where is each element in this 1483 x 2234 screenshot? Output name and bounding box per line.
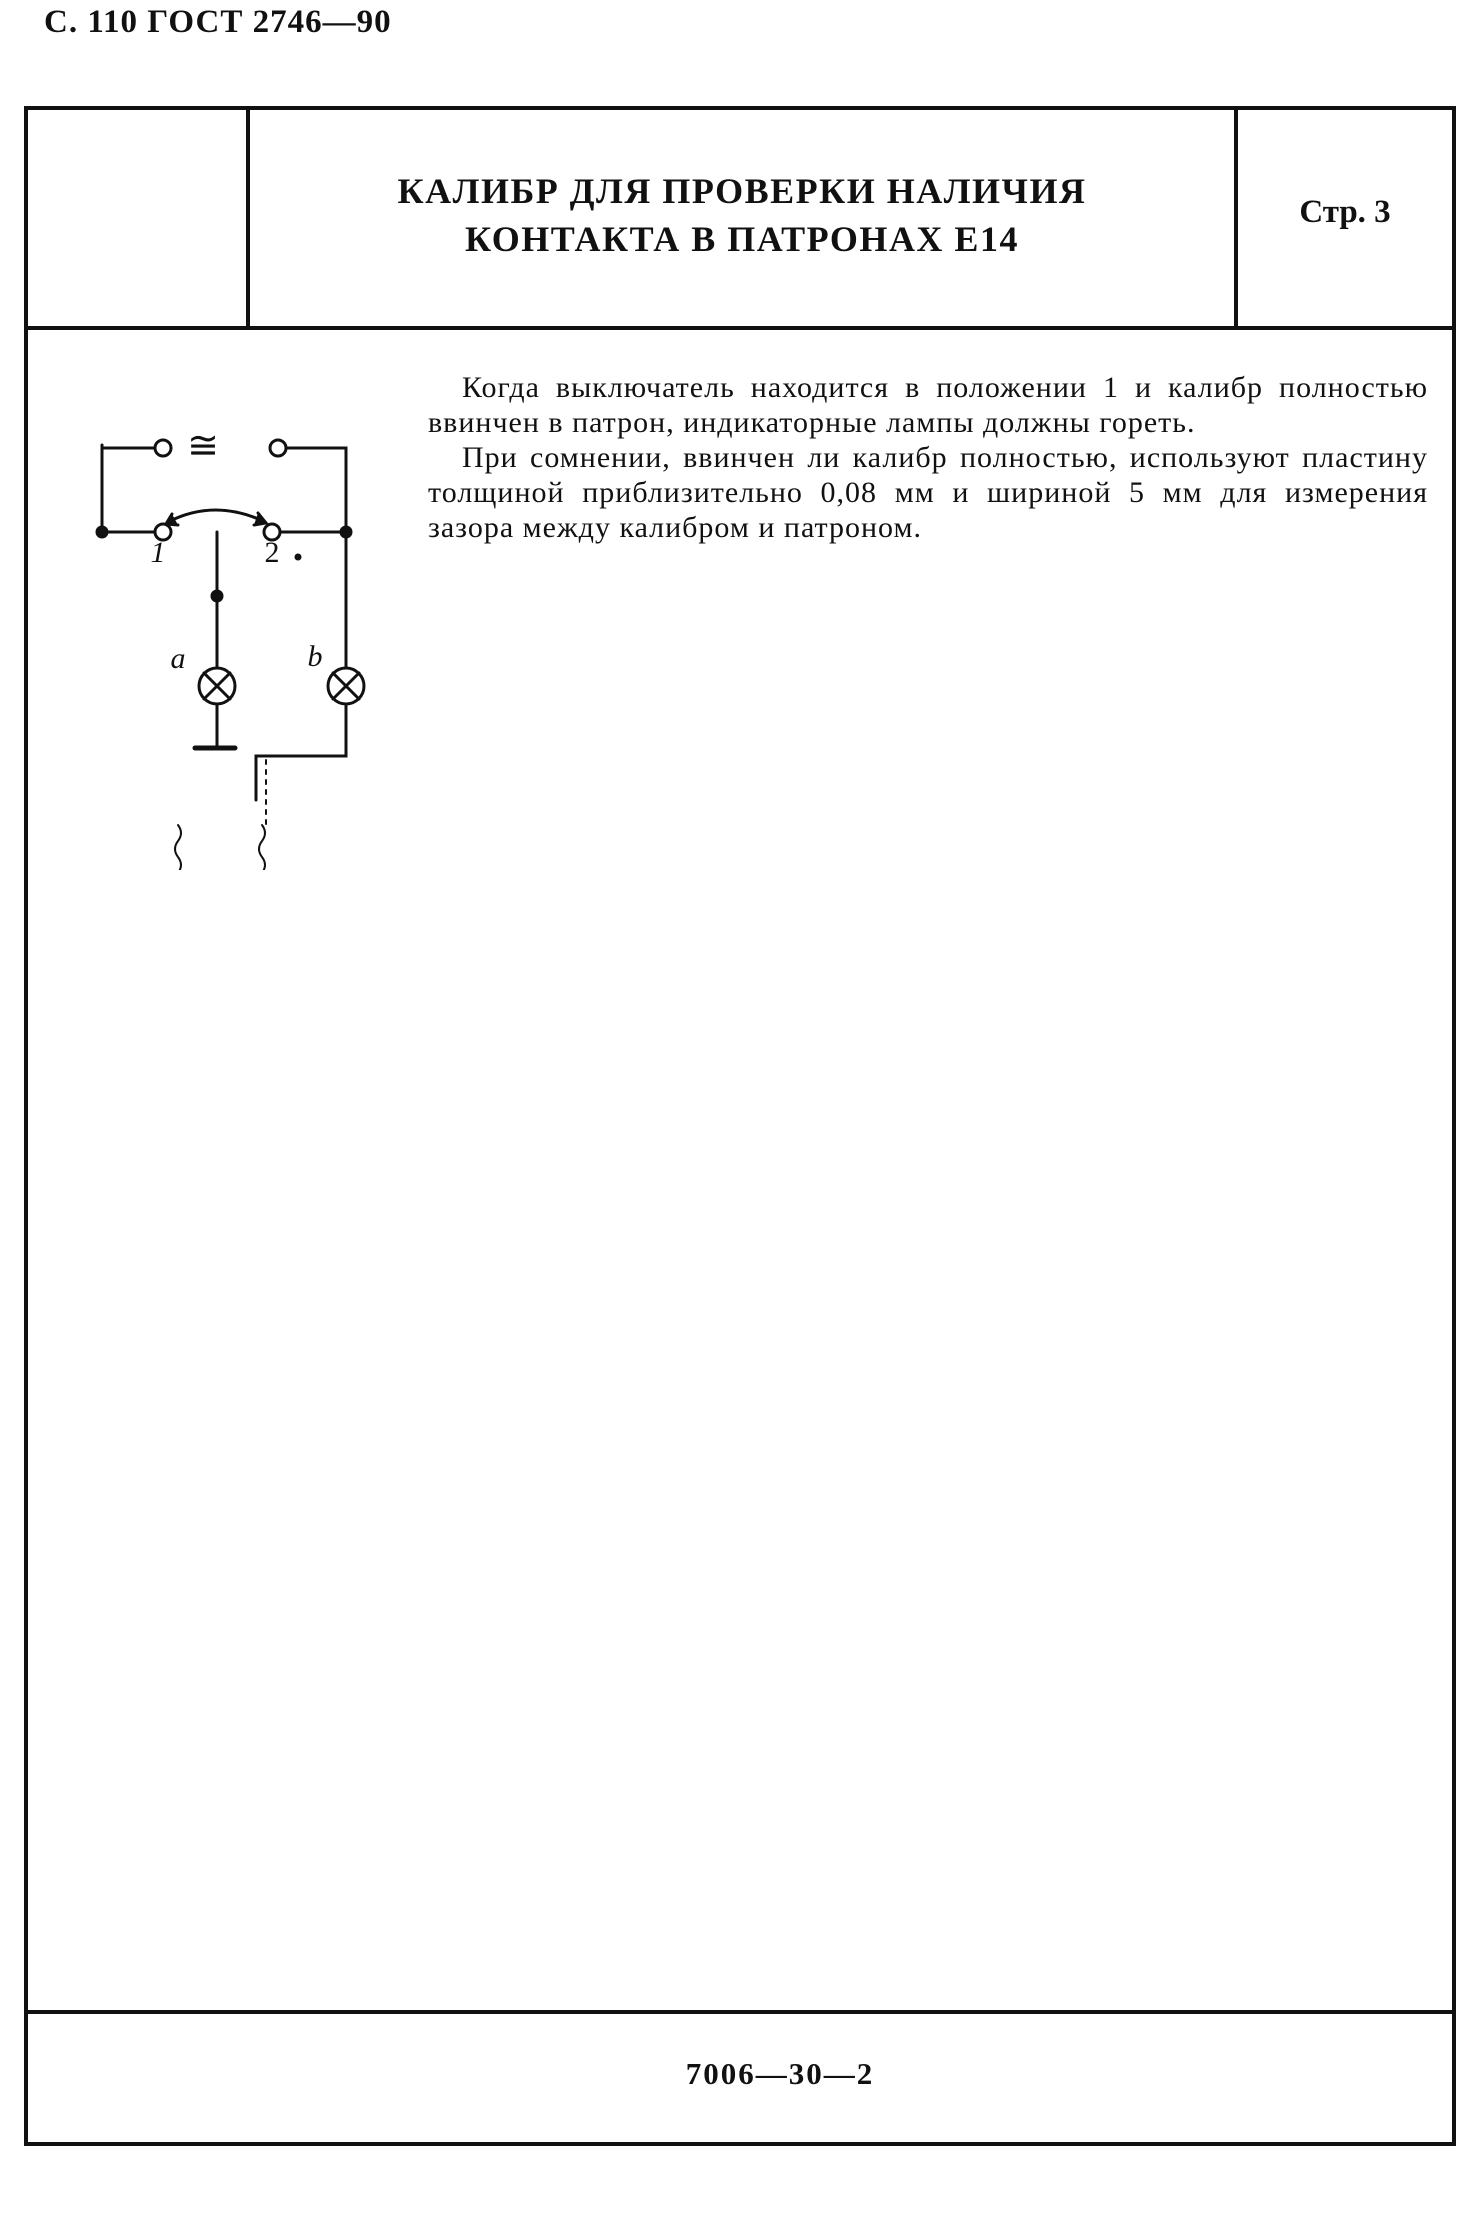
- terminal-top-right: [270, 440, 286, 456]
- supply-symbol: ≅: [187, 425, 219, 467]
- body-text: [428, 370, 1428, 545]
- wire-left-loop: [102, 448, 155, 532]
- wire-right-loop: [286, 448, 346, 532]
- contact-1-label: 1: [150, 536, 166, 569]
- terminal-top-left: [155, 440, 171, 456]
- paragraph-1: Когда выключатель находится в положении 1 и калибр полностью ввинчен в патрон, индикаторные лампы должны гореть.: [428, 371, 1428, 439]
- footer-code: 7006—30—2: [685, 2056, 875, 2091]
- contact-2-dot: [296, 555, 300, 559]
- title-line-1: КАЛИБР ДЛЯ ПРОВЕРКИ НАЛИЧИЯ: [397, 171, 1087, 211]
- contact-2-label: 2: [264, 536, 280, 569]
- junction-left: [97, 527, 107, 537]
- wavy-lead-right: [259, 825, 265, 870]
- page-number-label: Стр. 3: [1299, 193, 1391, 230]
- wire-lamp-b-down: [256, 704, 346, 785]
- footer-divider: [28, 2010, 1452, 2014]
- page-running-header: С. 110 ГОСТ 2746—90: [44, 4, 392, 40]
- switch-arc: [168, 510, 265, 522]
- wavy-lead-left: [175, 825, 181, 870]
- lamp-b-label: b: [307, 640, 323, 673]
- lamp-a-label: a: [170, 642, 186, 675]
- title-line-2: КОНТАКТА В ПАТРОНАХ Е14: [465, 219, 1019, 259]
- paragraph-2: При сомнении, ввинчен ли калибр полностью, используют пластину толщиной приблизительно 0,08 мм и шириной 5 мм для измерения зазора между калибром и патроном.: [428, 441, 1428, 544]
- junction-center: [212, 591, 222, 601]
- circuit-diagram: [60, 270, 440, 870]
